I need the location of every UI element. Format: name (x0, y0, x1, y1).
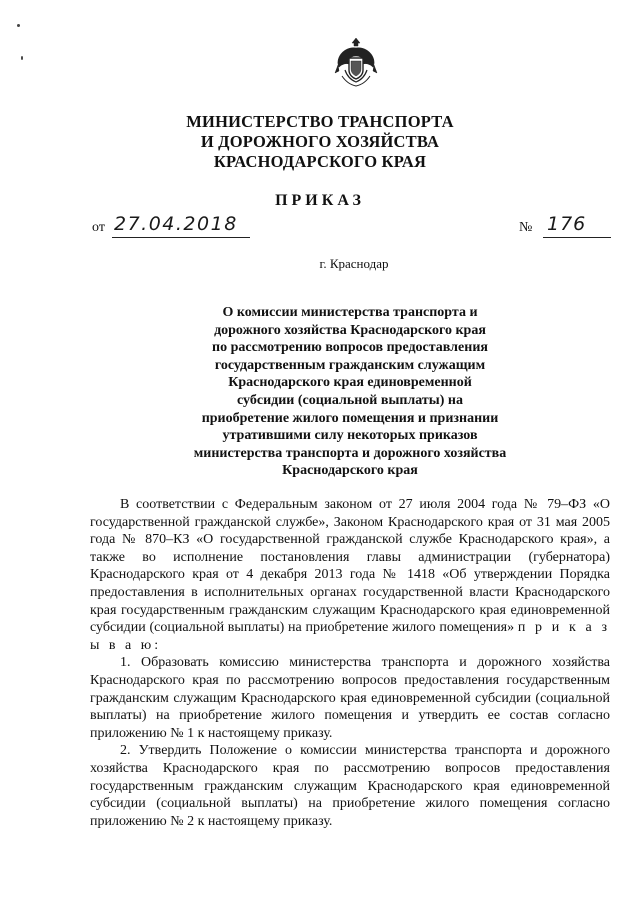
preamble-text: В соответствии с Федеральным законом от 27 июля 2004 года № 79–ФЗ «О государственной гражданской службе», Законом Краснодарского края от 31 мая 2005 года № 870–КЗ «О государственной гражданской службе Краснодарского края», а также во исполнение постановления главы администрации (губернатора) Краснодарского края от 4 декабря 2013 года № 1418 «Об утверждении Порядка предоставления в исполнительных органах государственной власти Краснодарского края государственным гражданским служащим Краснодарского края единовременной субсидии (социальной выплаты) на приобретение жилого помещения» (90, 497, 610, 636)
handwritten-date: 27.04.2018 (114, 213, 238, 235)
subject-line: О комиссии министерства транспорта и (222, 305, 478, 320)
subject-line: дорожного хозяйства Краснодарского края (214, 322, 486, 338)
order-word: п р и к а з ы в а ю: (90, 620, 611, 653)
ministry-line: И ДОРОЖНОГО ХОЗЯЙСТВА (200, 132, 440, 151)
scan-speck (21, 56, 23, 60)
subject-line: государственным гражданским служащим (214, 357, 486, 373)
coat-of-arms-icon (333, 36, 379, 88)
ministry-name (0, 112, 640, 172)
date-label: от (92, 220, 105, 235)
order-item-1: 1. Образовать комиссию министерства транспорта и дорожного хозяйства Краснодарского края по рассмотрению вопросов предоставления государственным гражданским служащим Краснодарского края единовременной субсидии (социальной выплаты) на приобретение жилого помещения и утвердить ее состав согласно приложению № 1 к настоящему приказу. (90, 655, 610, 741)
handwritten-number: 176 (547, 213, 587, 235)
subject-line: Краснодарского края (282, 463, 418, 479)
subject-line: Краснодарского края единовременной (228, 375, 472, 391)
ministry-line: КРАСНОДАРСКОГО КРАЯ (213, 152, 427, 171)
scan-speck (17, 24, 20, 27)
subject-line: по рассмотрению вопросов предоставления (212, 340, 488, 356)
subject-line: утратившими силу некоторых приказов (222, 428, 478, 444)
order-body (90, 496, 610, 830)
subject-line: министерства транспорта и дорожного хозяйства (193, 445, 507, 461)
number-underline (543, 237, 611, 238)
order-title: ПРИКАЗ (275, 192, 365, 209)
order-number (519, 214, 611, 238)
ministry-line: МИНИСТЕРСТВО ТРАНСПОРТА (186, 112, 454, 131)
subject-line: приобретение жилого помещения и признании (201, 410, 499, 426)
city-name: г. Краснодар (319, 256, 389, 271)
preamble-paragraph (90, 496, 610, 654)
subject-line: субсидии (социальной выплаты) на (237, 392, 463, 408)
order-date (92, 214, 250, 238)
number-label: № (519, 220, 533, 235)
order-subject (150, 304, 550, 480)
date-underline (112, 237, 250, 238)
order-item-2: 2. Утвердить Положение о комиссии министерства транспорта и дорожного хозяйства Краснодарского края по рассмотрению вопросов предоставления государственным гражданским служащим Краснодарского края единовременной субсидии (социальной выплаты) на приобретение жилого помещения согласно приложению № 2 к настоящему приказу. (90, 743, 610, 829)
